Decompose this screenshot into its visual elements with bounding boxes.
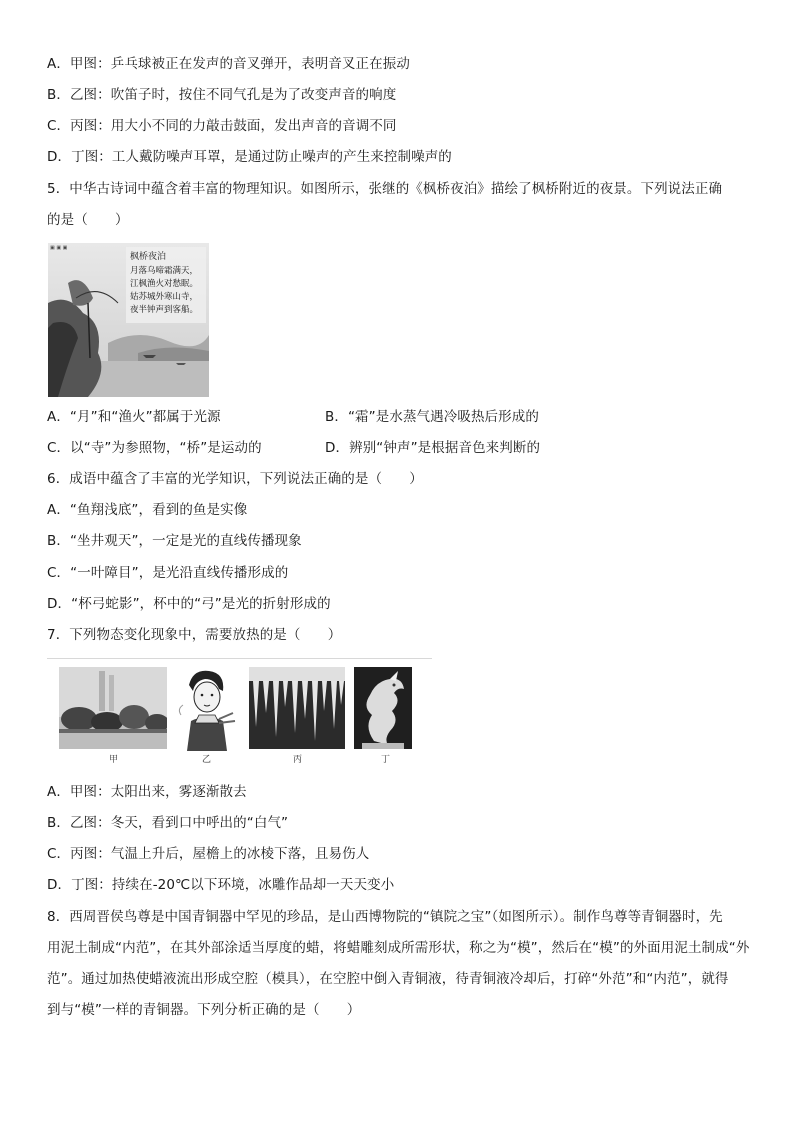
poem-title: 枫桥夜泊: [130, 252, 167, 262]
caption-ding: 丁: [381, 755, 391, 765]
q4-option-d: D．丁图：工人戴防噪声耳罩，是通过防止噪声的产生来控制噪声的: [47, 149, 452, 165]
poem-line: 江枫渔火对愁眠。: [130, 279, 199, 289]
q5-option-a: A．“月”和“渔火”都属于光源: [47, 409, 221, 425]
q7-option-a: A．甲图：太阳出来，雾逐渐散去: [47, 784, 247, 800]
q7-option-b: B．乙图：冬天，看到口中呼出的“白气”: [47, 815, 289, 831]
q6-option-c: C．“一叶障目”，是光沿直线传播形成的: [47, 565, 289, 581]
q5-option-c: C．以“寺”为参照物，“桥”是运动的: [47, 440, 262, 456]
poem-line: 姑苏城外寒山寺，: [130, 292, 199, 302]
q8-stem-line3: 范”。通过加热使蜡液流出形成空腔（模具），在空腔中倒入青铜液，待青铜液冷却后，打碎“外范”和“内范”，就得: [47, 971, 729, 987]
caption-yi: 乙: [202, 755, 212, 765]
q5-option-d: D．辨别“钟声”是根据音色来判断的: [325, 440, 541, 456]
q8-stem-line1: 8．西周晋侯鸟尊是中国青铜器中罕见的珍品，是山西博物院的“镇院之宝”（如图所示）。制作鸟尊等青铜器时，先: [47, 909, 723, 925]
caption-bing: 丙: [293, 755, 303, 765]
q7-figures: [47, 658, 432, 767]
painting-seal-mark: ▣ ▣ ▣: [50, 245, 68, 251]
q7-stem: 7．下列物态变化现象中，需要放热的是（ ）: [47, 627, 342, 643]
q5-option-row1: [47, 408, 221, 426]
q4-option-c: C．丙图：用大小不同的力敲击鼓面，发出声音的音调不同: [47, 118, 397, 134]
q5-option-b: B．“霜”是水蒸气遇冷吸热后形成的: [325, 409, 539, 425]
q6-stem: 6．成语中蕴含了丰富的光学知识，下列说法正确的是（ ）: [47, 471, 423, 487]
q8-stem-line4: 到与“模”一样的青铜器。下列分析正确的是（ ）: [47, 1002, 361, 1018]
q4-option-b: B．乙图：吹笛子时，按住不同气孔是为了改变声音的响度: [47, 87, 397, 103]
q6-option-d: D．“杯弓蛇影”，杯中的“弓”是光的折射形成的: [47, 596, 331, 612]
q5-stem-line2: 的是（ ）: [47, 212, 129, 228]
q7-option-d: D．丁图：持续在-20℃以下环境，冰雕作品却一天天变小: [47, 877, 395, 893]
poem-line: 夜半钟声到客船。: [130, 305, 199, 315]
person-breath-image: [175, 665, 237, 751]
poem-line: 月落乌啼霜满天，: [130, 266, 199, 276]
q4-option-a: A．甲图：乒乓球被正在发声的音叉弹开，表明音叉正在振动: [47, 56, 410, 72]
poem-text: [130, 265, 198, 317]
ice-sculpture-image: [354, 667, 412, 749]
q7-option-c: C．丙图：气温上升后，屋檐上的冰棱下落，且易伤人: [47, 846, 370, 862]
q5-stem-line1: 5．中华古诗词中蕴含着丰富的物理知识。如图所示，张继的《枫桥夜泊》描绘了枫桥附近的夜景。下列说法正确: [47, 181, 723, 197]
q6-option-a: A．“鱼翔浅底”，看到的鱼是实像: [47, 502, 248, 518]
q8-stem-line2: 用泥土制成“内范”，在其外部涂适当厚度的蜡，将蜡雕刻成所需形状，称之为“模”，然后在“模”的外面用泥土制成“外: [47, 940, 750, 956]
poem-painting-image: [48, 243, 209, 397]
fog-trees-image: [59, 667, 167, 749]
icicles-image: [249, 667, 345, 749]
caption-jia: 甲: [109, 755, 119, 765]
q6-option-b: B．“坐井观天”，一定是光的直线传播现象: [47, 533, 302, 549]
